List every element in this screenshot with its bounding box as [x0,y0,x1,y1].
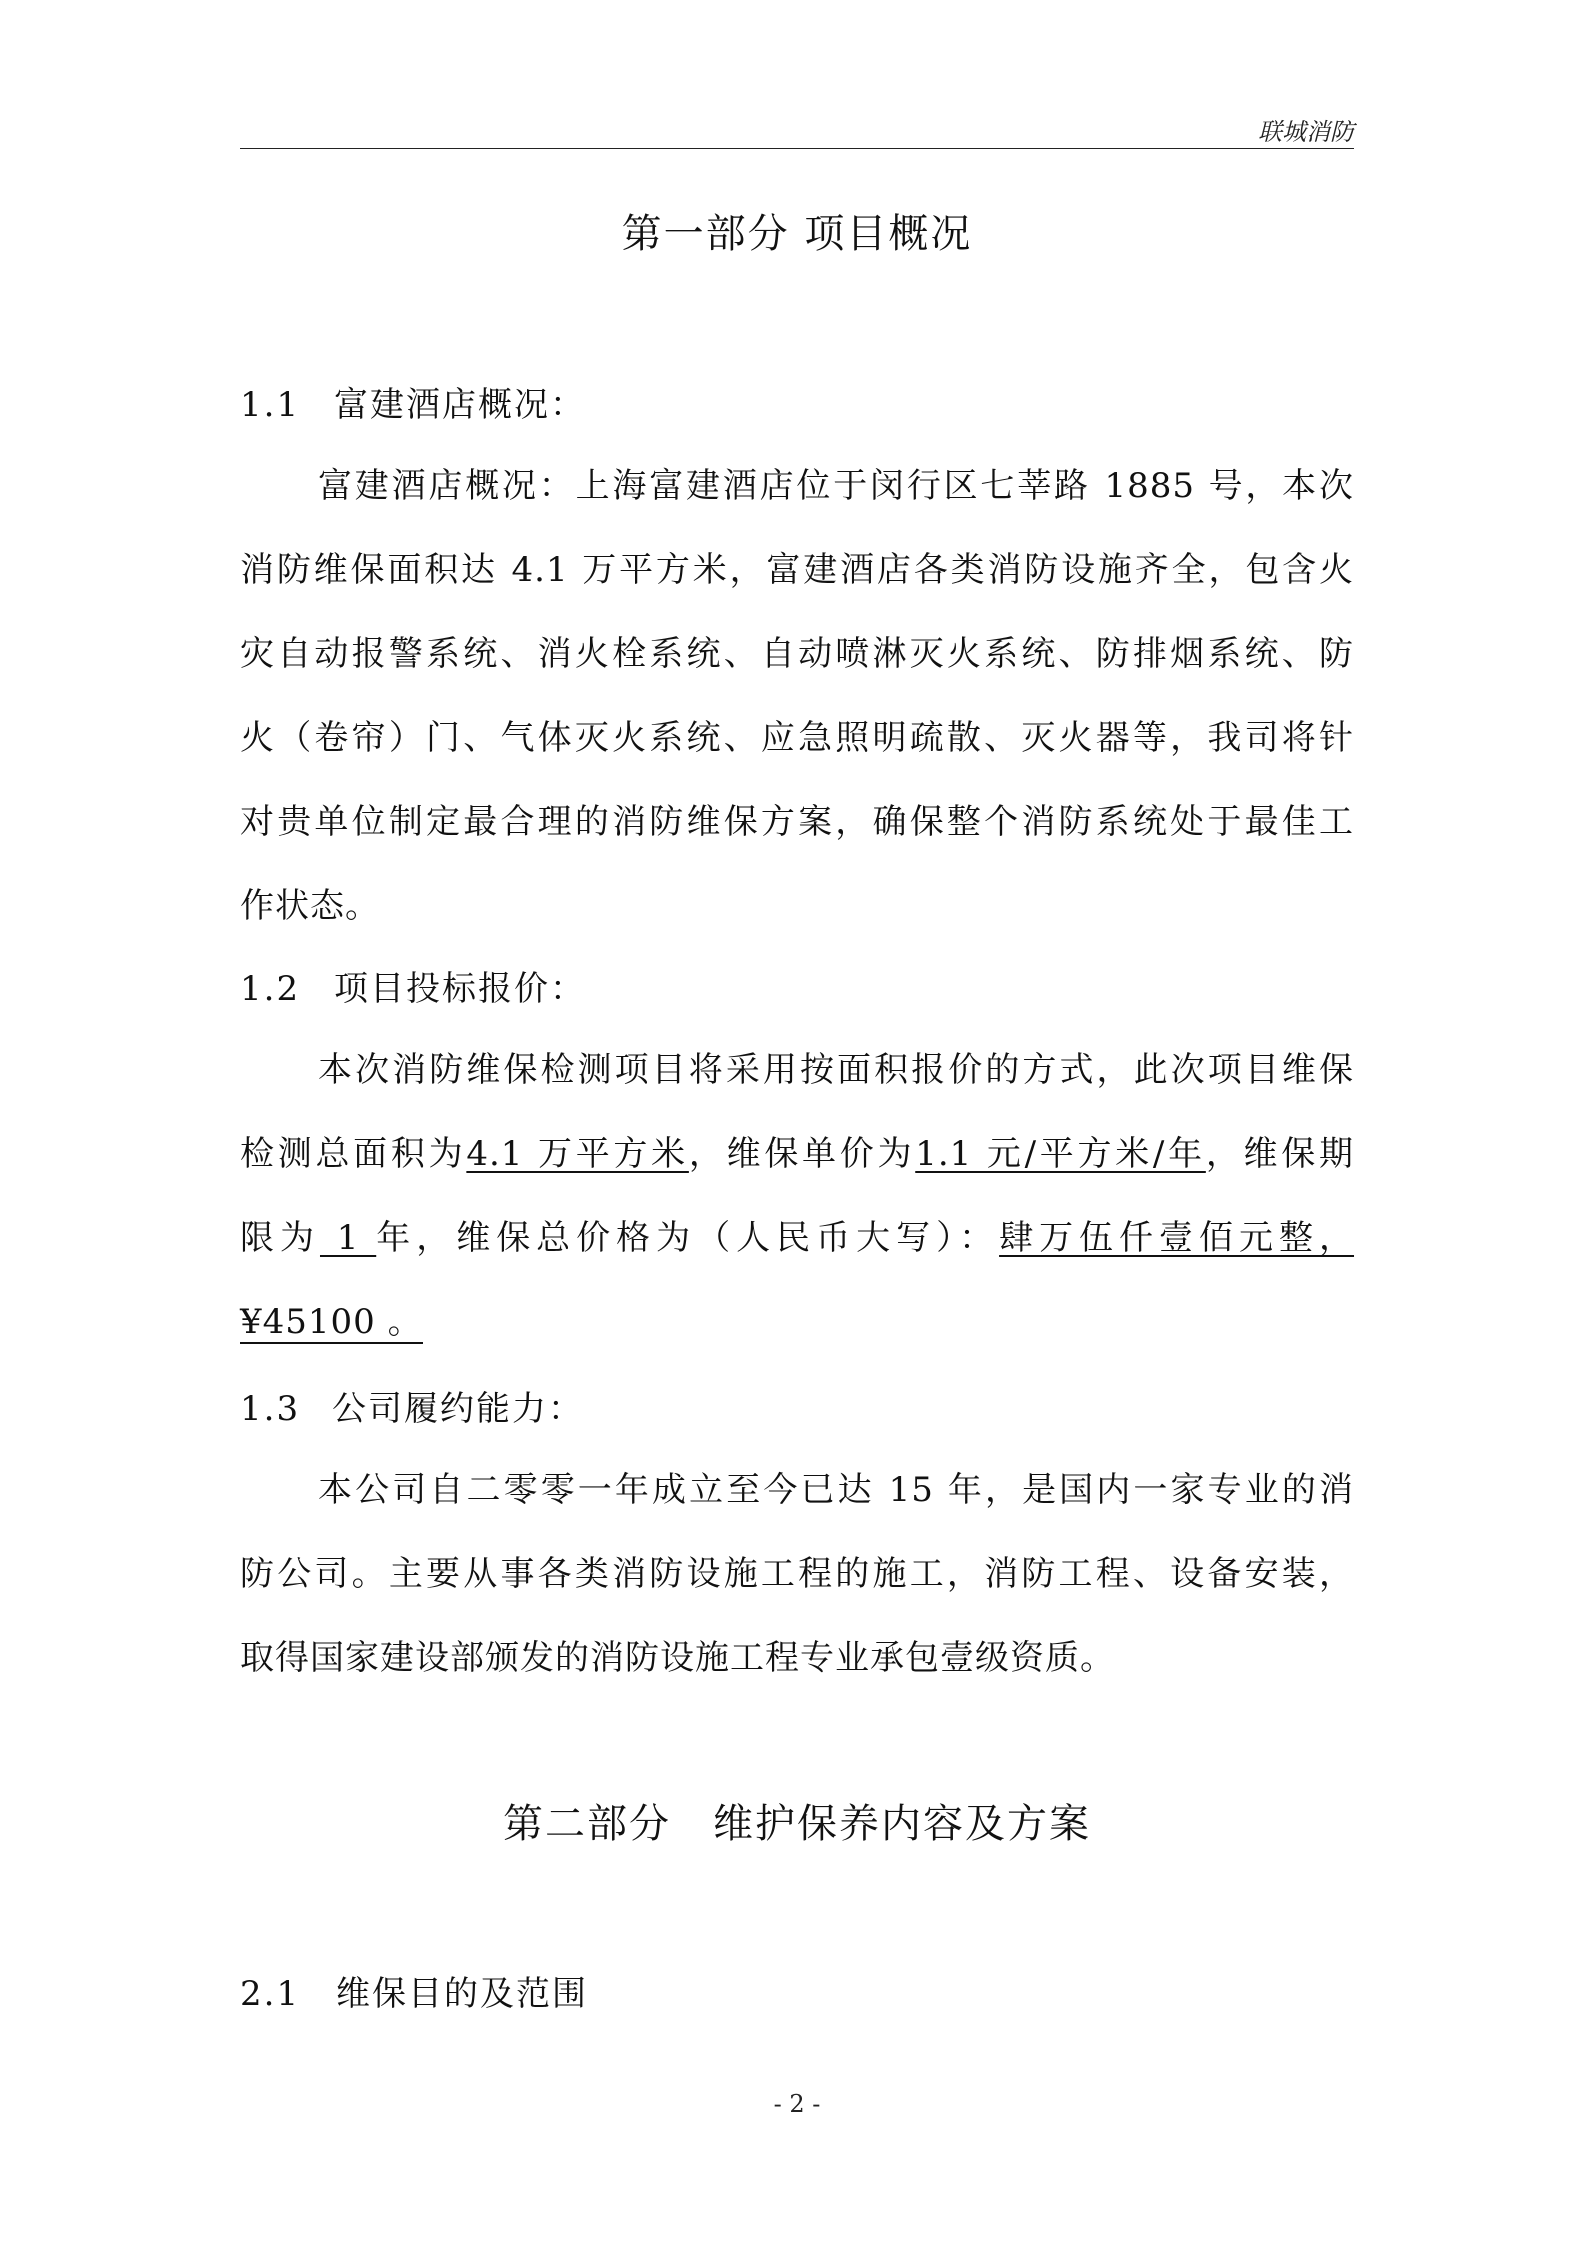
header-brand: 联城消防 [1258,118,1354,146]
paragraph-line: 防公司。主要从事各类消防设施工程的施工，消防工程、设备安装， [240,1554,1354,1594]
section-2-1-number: 2.1 [240,1974,301,2014]
paragraph-line: 富建酒店概况：上海富建酒店位于闵行区七莘路 1885 号，本次 [318,466,1354,506]
paragraph-line: 本次消防维保检测项目将采用按面积报价的方式，此次项目维保 [318,1050,1354,1090]
text-fragment: 检测总面积为 [240,1134,467,1174]
section-1-3-number: 1.3 [240,1389,301,1429]
text-fragment: ，维保期 [1205,1134,1355,1174]
paragraph-line: 灾自动报警系统、消火栓系统、自动喷淋灭火系统、防排烟系统、防 [240,634,1354,674]
section-1-3-paragraph [240,1448,1354,1700]
section-2-1-heading [240,1970,588,2018]
paragraph-line [240,1280,1354,1364]
paragraph-line: 作状态。 [240,886,380,926]
paragraph-line: 取得国家建设部颁发的消防设施工程专业承包壹级资质。 [240,1638,1115,1678]
paragraph-line [240,1112,1354,1196]
section-1-3-heading [240,1385,584,1433]
part2-title: 第二部分 维护保养内容及方案 [503,1801,1091,1847]
section-1-1-number: 1.1 [240,385,301,425]
total-price-number: ¥45100 。 [240,1302,423,1342]
paragraph-line: 消防维保面积达 4.1 万平方米，富建酒店各类消防设施齐全，包含火 [240,550,1354,590]
section-1-1-title: 富建酒店概况： [334,385,586,425]
page-header [240,108,1354,149]
paragraph-line: 火（卷帘）门、气体灭火系统、应急照明疏散、灭火器等，我司将针 [240,718,1354,758]
page-number: - 2 - [773,2090,821,2118]
text-fragment: 限为 [240,1218,320,1258]
section-1-2-title: 项目投标报价： [334,969,586,1009]
section-1-2-heading [240,965,586,1013]
total-price-chinese: 肆万伍仟壹佰元整， [999,1218,1355,1258]
section-1-1-heading [240,381,586,429]
total-area-value: 4.1 万平方米 [466,1134,689,1174]
section-1-2-paragraph [240,1028,1354,1364]
section-1-2-number: 1.2 [240,969,301,1009]
paragraph-line: 对贵单位制定最合理的消防维保方案，确保整个消防系统处于最佳工 [240,802,1354,842]
paragraph-line [240,1196,1354,1280]
section-2-1-title: 维保目的及范围 [336,1974,588,2014]
section-1-1-paragraph [240,444,1354,948]
text-fragment: ，维保单价为 [688,1134,916,1174]
unit-price-value: 1.1 元/平方米/年 [915,1134,1206,1174]
term-years-value: 1 [319,1218,377,1258]
part1-title: 第一部分 项目概况 [621,211,973,257]
paragraph-line: 本公司自二零零一年成立至今已达 15 年，是国内一家专业的消 [318,1470,1354,1510]
section-1-3-title: 公司履约能力： [332,1389,584,1429]
text-fragment: 年，维保总价格为（人民币大写）： [376,1218,1000,1258]
